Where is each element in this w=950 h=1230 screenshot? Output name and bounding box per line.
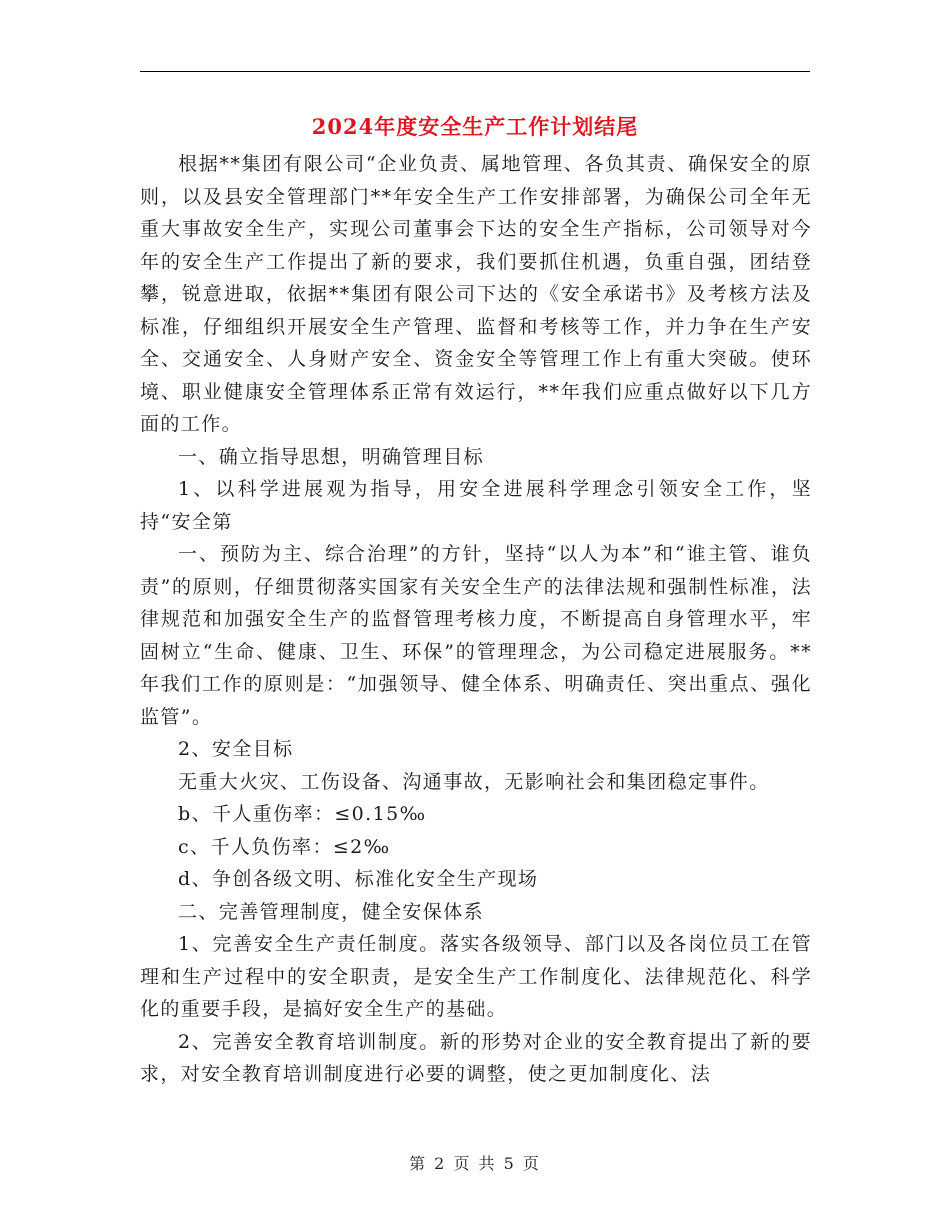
- paragraph-policy: 一、预防为主、综合治理”的方针，坚持“以人为本”和“谁主管、谁负责”的原则，仔细贯彻落实国家有关安全生产的法律法规和强制性标准，法律规范和加强安全生产的监督管理考核力度，不断提高自身管理水平，牢固树立“生命、健康、卫生、环保”的管理理念，为公司稳定进展服务。**年我们工作的原则是：“加强领导、健全体系、明确责任、突出重点、强化监管”。: [140, 543, 812, 728]
- page-number-footer: 第 2 页 共 5 页: [409, 1154, 541, 1173]
- section-heading-1: 一、确立指导思想，明确管理目标: [178, 445, 485, 468]
- document-body: [140, 148, 812, 1091]
- paragraph-intro: 根据**集团有限公司“企业负责、属地管理、各负其责、确保安全的原则，以及县安全管理部门**年安全生产工作安排部署，为确保公司全年无重大事故安全生产，实现公司董事会下达的安全生产指标，公司领导对今年的安全生产工作提出了新的要求，我们要抓住机遇，负重自强，团结登攀，锐意进取，依据**集团有限公司下达的《安全承诺书》及考核方法及标准，仔细组织开展安全生产管理、监督和考核等工作，并力争在生产安全、交通安全、人身财产安全、资金安全等管理工作上有重大突破。使环境、职业健康安全管理体系正常有效运行，**年我们应重点做好以下几方面的工作。: [140, 153, 812, 435]
- paragraph-responsibility-system: 1、完善安全生产责任制度。落实各级领导、部门以及各岗位员工在管理和生产过程中的安全职责，是安全生产工作制度化、法律规范化、科学化的重要手段，是搞好安全生产的基础。: [140, 933, 812, 1020]
- subheading-safety-goals: 2、安全目标: [178, 738, 294, 760]
- paragraph-training-system: 2、完善安全教育培训制度。新的形势对企业的安全教育提出了新的要求，对安全教育培训制度进行必要的调整，使之更加制度化、法: [140, 1030, 812, 1085]
- section-heading-2: 二、完善管理制度，健全安保体系: [178, 900, 485, 923]
- header-rule: [140, 71, 810, 72]
- goal-item-standard-site: d、争创各级文明、标准化安全生产现场: [178, 868, 539, 890]
- goal-item-serious-injury-rate: b、千人重伤率：≤0.15‰: [178, 803, 427, 825]
- paragraph-guiding-thought: 1、以科学进展观为指导，用安全进展科学理念引领安全工作，坚持“安全第: [140, 478, 812, 533]
- goal-item-injury-rate: c、千人负伤率：≤2‰: [178, 835, 391, 858]
- document-title: 2024年度安全生产工作计划结尾: [311, 114, 639, 139]
- goal-item-no-accidents: 无重大火灾、工伤设备、沟通事故，无影响社会和集团稳定事件。: [178, 770, 770, 793]
